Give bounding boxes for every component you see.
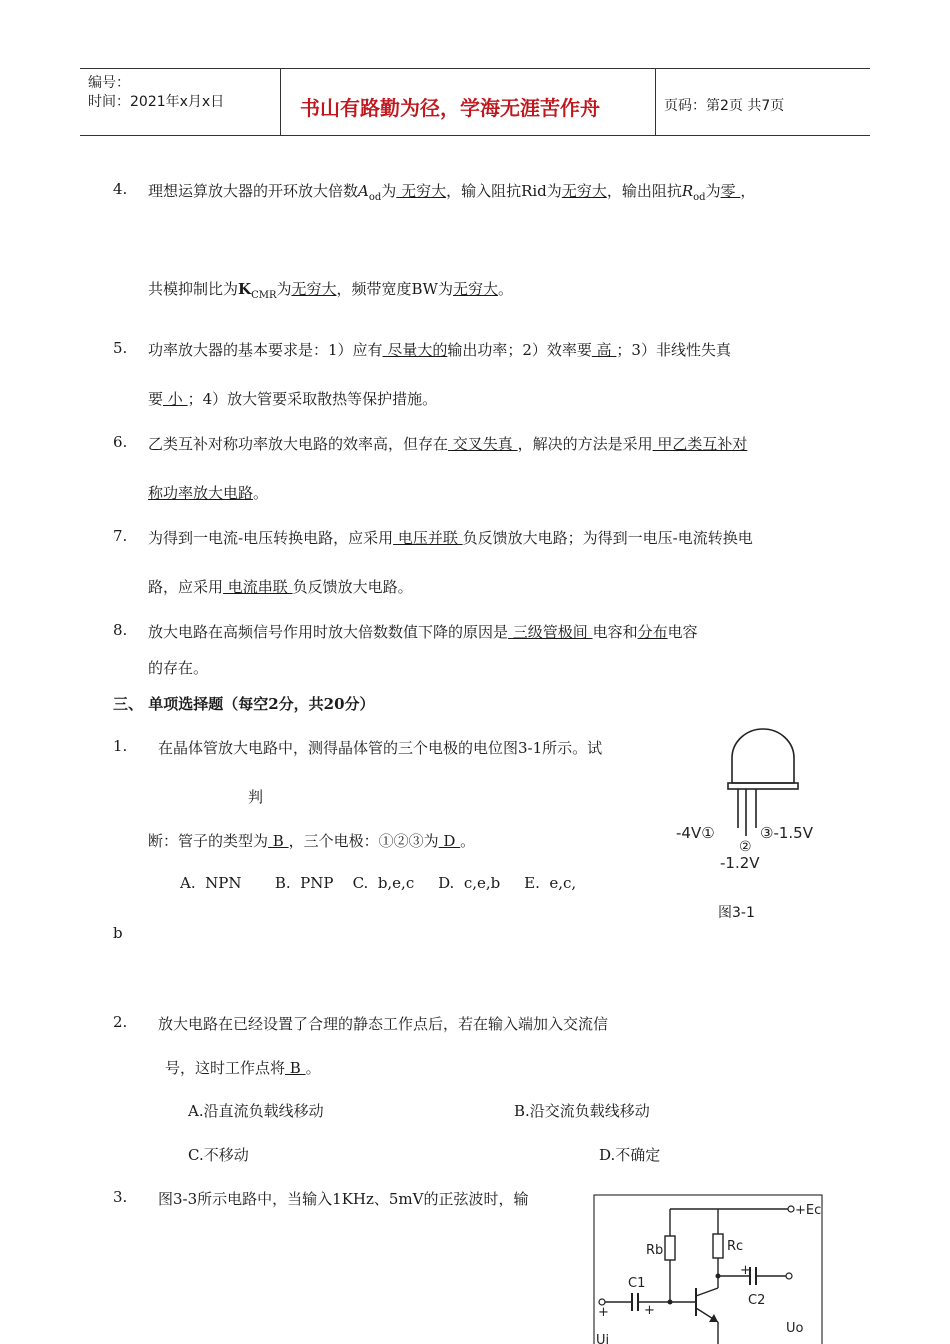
q4-line2: 共模抑制比为$K_{CMR}$为无穷大，频带宽度BW为无穷大。 bbox=[148, 280, 513, 301]
c1-plus-label: + bbox=[644, 1303, 655, 1318]
q7-line1: 为得到一电流-电压转换电路，应采用 电压并联 负反馈放大电路；为得到一电压-电流转换电 bbox=[148, 529, 753, 547]
q4-line1: 理想运算放大器的开环放大倍数$A_{od}$为 无穷大，输入阻抗Rid为无穷大，输出阻抗$R_{od}$为零 ， bbox=[148, 182, 756, 203]
q6-number: 6. bbox=[113, 433, 128, 451]
header-time-label: 时间：2021年x月x日 bbox=[88, 94, 225, 110]
q5-answer-1: 尽量大的 bbox=[382, 341, 448, 359]
mc2-option-c: C.不移动 bbox=[188, 1146, 249, 1164]
q8-answer-1: 三级管极间 bbox=[508, 623, 593, 641]
q4-answer-2: 无穷大 bbox=[561, 182, 607, 200]
q5-number: 5. bbox=[113, 339, 128, 357]
transistor-body-icon bbox=[732, 729, 794, 783]
rc-resistor-icon bbox=[713, 1234, 723, 1258]
mc1-number: 1. bbox=[113, 737, 128, 755]
q4-answer-1: 无穷大 bbox=[396, 182, 447, 200]
c2-label: C2 bbox=[748, 1293, 766, 1308]
c1-label: C1 bbox=[628, 1276, 646, 1291]
mc2-option-b: B.沿交流负载线移动 bbox=[514, 1102, 650, 1120]
q5-answer-2: 高 bbox=[591, 341, 617, 359]
q6-answer-2: 甲乙类互补对 bbox=[652, 435, 748, 453]
circuit-figure bbox=[590, 1192, 826, 1344]
q6-answer-2-cont: 称功率放大电路 bbox=[148, 484, 254, 502]
pin-2-voltage: -1.2V bbox=[720, 854, 760, 872]
mc1-line1: 在晶体管放大电路中，测得晶体管的三个电极的电位图3-1所示。试 bbox=[158, 739, 603, 757]
q7-number: 7. bbox=[113, 527, 128, 545]
mc2-option-a: A.沿直流负载线移动 bbox=[188, 1102, 324, 1120]
q8-line1: 放大电路在高频信号作用时放大倍数数值下降的原因是 三级管极间 电容和分布电容 bbox=[148, 623, 698, 641]
mc1-option-wrap: b bbox=[113, 924, 123, 942]
q4-answer-5: 无穷大 bbox=[452, 280, 498, 298]
q8-answer-2: 分布 bbox=[637, 623, 668, 641]
q7-answer-2: 电流串联 bbox=[223, 578, 293, 596]
mc1-line3: 断：管子的类型为 B ，三个电极：①②③为 D 。 bbox=[148, 832, 476, 850]
q7-line2: 路，应采用 电流串联 负反馈放大电路。 bbox=[148, 578, 413, 596]
header-number-label: 编号： bbox=[88, 75, 130, 91]
header-bottom-rule bbox=[80, 135, 870, 136]
q4-number: 4. bbox=[113, 180, 128, 198]
pin-1-label: -4V① bbox=[676, 824, 715, 842]
q6-line2: 称功率放大电路。 bbox=[148, 484, 269, 502]
mc1-options: A. NPN B. PNP C. b,e,c D. c,e,b E. e,c, bbox=[180, 874, 577, 892]
section-3-title: 三、 单项选择题（每空2分，共20分） bbox=[113, 695, 375, 713]
mc2-option-d: D.不确定 bbox=[599, 1146, 661, 1164]
header-page-info: 页码：第2页 共7页 bbox=[664, 98, 785, 114]
mc2-answer: B bbox=[285, 1059, 306, 1077]
q5-line2: 要 小 ；4）放大管要采取散热等保护措施。 bbox=[148, 390, 438, 408]
mc3-number: 3. bbox=[113, 1188, 128, 1206]
mc3-line1: 图3-3所示电路中，当输入1KHz、5mV的正弦波时，输 bbox=[158, 1190, 529, 1208]
input-plus-label: + bbox=[598, 1305, 609, 1320]
rb-resistor-icon bbox=[665, 1236, 675, 1260]
q6-line1: 乙类互补对称功率放大电路的效率高，但存在 交叉失真 ，解决的方法是采用 甲乙类互补对 bbox=[148, 435, 748, 453]
ui-label: Ui bbox=[596, 1333, 610, 1344]
q8-number: 8. bbox=[113, 621, 128, 639]
transistor-figure bbox=[670, 728, 840, 878]
q4-answer-4: 无穷大 bbox=[291, 280, 337, 298]
mc1-answer-1: B bbox=[268, 832, 289, 850]
q5-line1: 功率放大器的基本要求是：1）应有 尽量大的输出功率；2）效率要 高 ；3）非线性失真 bbox=[148, 341, 731, 359]
mc1-line2: 判 bbox=[248, 788, 264, 806]
q8-line2: 的存在。 bbox=[148, 659, 209, 677]
header-top-rule bbox=[80, 68, 870, 69]
mc2-line1: 放大电路在已经设置了合理的静态工作点后，若在输入端加入交流信 bbox=[158, 1015, 609, 1033]
mc2-number: 2. bbox=[113, 1013, 128, 1031]
supply-label: +Ec bbox=[795, 1203, 822, 1218]
header-divider-left bbox=[280, 68, 281, 136]
c2-plus-label: + bbox=[740, 1263, 751, 1278]
q6-answer-1: 交叉失真 bbox=[448, 435, 518, 453]
rc-label: Rc bbox=[727, 1239, 744, 1254]
mc2-line2: 号，这时工作点将 B 。 bbox=[165, 1059, 321, 1077]
mc1-answer-2: D bbox=[438, 832, 461, 850]
header-motto: 书山有路勤为径，学海无涯苦作舟 bbox=[300, 96, 600, 120]
q5-answer-3: 小 bbox=[163, 390, 188, 408]
q4-answer-3: 零 bbox=[720, 182, 741, 200]
figure-3-1-caption: 图3-1 bbox=[718, 905, 755, 921]
uo-label: Uo bbox=[786, 1321, 804, 1336]
q7-answer-1: 电压并联 bbox=[393, 529, 463, 547]
header-divider-right bbox=[655, 68, 656, 136]
rb-label: Rb bbox=[646, 1243, 664, 1258]
pin-2-label: ② bbox=[739, 839, 752, 855]
pin-3-label: ③-1.5V bbox=[760, 824, 813, 842]
